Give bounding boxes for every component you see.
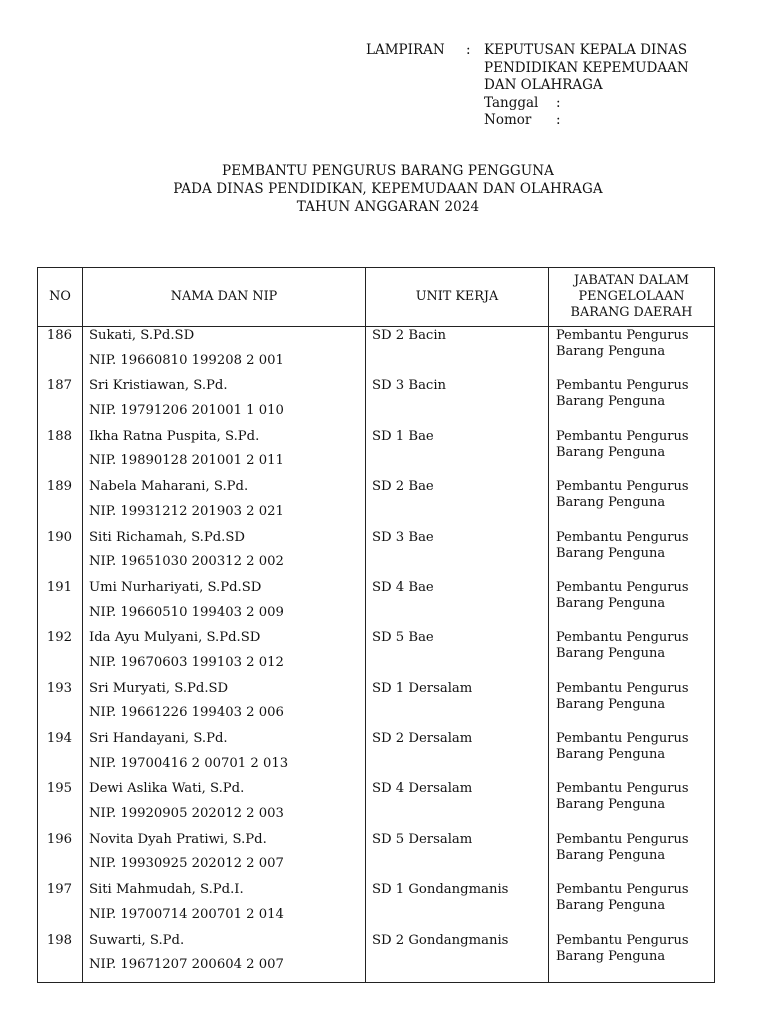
row-jabatan-line-2: Barang Penguna: [556, 898, 666, 914]
row-number: 186: [38, 327, 83, 378]
row-nip: NIP. 19931212 201903 2 021: [89, 503, 284, 519]
row-nama: Novita Dyah Pratiwi, S.Pd.: [89, 831, 267, 847]
table-row: [38, 377, 715, 427]
row-nama-nip: [83, 579, 366, 629]
table-row: [38, 428, 715, 478]
row-nama: Ida Ayu Mulyani, S.Pd.SD: [89, 630, 261, 646]
row-nama-nip: [83, 327, 366, 378]
row-nama-nip: [83, 478, 366, 528]
row-jabatan-line-2: Barang Penguna: [556, 847, 666, 863]
row-jabatan-line-1: Pembantu Pengurus: [556, 428, 689, 444]
row-jabatan: [549, 932, 715, 983]
row-nip: NIP. 19660810 199208 2 001: [89, 352, 284, 368]
row-jabatan-line-1: Pembantu Pengurus: [556, 378, 689, 394]
row-nama-nip: [83, 680, 366, 730]
row-unit: SD 2 Gondangmanis: [366, 932, 549, 983]
row-nama: Siti Mahmudah, S.Pd.I.: [89, 882, 244, 898]
table-row: [38, 680, 715, 730]
row-nip: NIP. 19661226 199403 2 006: [89, 705, 284, 721]
nomor-row: [366, 112, 746, 130]
row-number: 191: [38, 579, 83, 629]
row-jabatan-line-1: Pembantu Pengurus: [556, 882, 689, 898]
row-number: 190: [38, 529, 83, 579]
row-jabatan-line-1: Pembantu Pengurus: [556, 630, 689, 646]
row-number: 194: [38, 730, 83, 780]
keputusan-line-1: KEPUTUSAN KEPALA DINAS: [484, 42, 688, 58]
row-jabatan-line-1: Pembantu Pengurus: [556, 781, 689, 797]
jabatan-header-line-3: BARANG DAERAH: [570, 305, 693, 320]
tanggal-label: Tanggal: [484, 94, 539, 111]
row-unit: SD 3 Bae: [366, 529, 549, 579]
tanggal-value: :: [556, 94, 561, 111]
row-unit: SD 5 Bae: [366, 629, 549, 679]
table-row: [38, 932, 715, 983]
row-jabatan-line-1: Pembantu Pengurus: [556, 932, 689, 948]
row-unit: SD 4 Dersalam: [366, 780, 549, 830]
row-nip: NIP. 19670603 199103 2 012: [89, 654, 284, 670]
row-unit: SD 1 Bae: [366, 428, 549, 478]
row-nama: Siti Richamah, S.Pd.SD: [89, 529, 245, 545]
row-jabatan: [549, 780, 715, 830]
table-row: [38, 629, 715, 679]
title-line-3: TAHUN ANGGARAN 2024: [296, 199, 480, 215]
column-header-no: NO: [38, 268, 83, 327]
row-nama: Sri Muryati, S.Pd.SD: [89, 680, 229, 696]
row-nama-nip: [83, 629, 366, 679]
row-number: 187: [38, 377, 83, 427]
row-nip: NIP. 19700416 2 00701 2 013: [89, 755, 289, 771]
row-nama: Sukati, S.Pd.SD: [89, 328, 195, 343]
row-number: 197: [38, 881, 83, 931]
row-unit: SD 3 Bacin: [366, 377, 549, 427]
row-jabatan-line-1: Pembantu Pengurus: [556, 731, 689, 746]
table-row: [38, 730, 715, 780]
table-header-row: [38, 268, 715, 327]
row-nip: NIP. 19890128 201001 2 011: [89, 453, 284, 469]
row-jabatan-line-2: Barang Penguna: [556, 495, 666, 511]
row-jabatan: [549, 680, 715, 730]
row-nama-nip: [83, 377, 366, 427]
row-jabatan-line-2: Barang Penguna: [556, 797, 666, 813]
row-nama-nip: [83, 529, 366, 579]
row-jabatan-line-2: Barang Penguna: [556, 948, 666, 964]
table-row: [38, 529, 715, 579]
row-unit: SD 1 Dersalam: [366, 680, 549, 730]
row-jabatan: [549, 428, 715, 478]
row-jabatan: [549, 579, 715, 629]
table-row: [38, 478, 715, 528]
row-nip: NIP. 19920905 202012 2 003: [89, 806, 284, 822]
personnel-table: [37, 267, 715, 983]
table-row: [38, 780, 715, 830]
row-number: 195: [38, 780, 83, 830]
row-number: 198: [38, 932, 83, 983]
keputusan-line-3: DAN OLAHRAGA: [484, 77, 603, 93]
table-row: [38, 881, 715, 931]
row-jabatan: [549, 529, 715, 579]
row-nama-nip: [83, 428, 366, 478]
row-jabatan: [549, 730, 715, 780]
row-unit: SD 2 Dersalam: [366, 730, 549, 780]
row-nip: NIP. 19651030 200312 2 002: [89, 554, 284, 570]
row-nama-nip: [83, 780, 366, 830]
document-title: [0, 162, 768, 216]
row-jabatan: [549, 831, 715, 881]
nomor-label: Nomor: [484, 112, 532, 128]
title-line-1: PEMBANTU PENGURUS BARANG PENGGUNA: [222, 163, 554, 179]
lampiran-colon: :: [466, 42, 471, 58]
row-number: 196: [38, 831, 83, 881]
row-jabatan-line-1: Pembantu Pengurus: [556, 328, 689, 343]
jabatan-header-line-1: JABATAN DALAM: [573, 273, 689, 288]
row-unit: SD 2 Bacin: [366, 327, 549, 378]
column-header-jabatan: [549, 268, 715, 327]
row-jabatan-line-1: Pembantu Pengurus: [556, 579, 689, 595]
row-jabatan-line-2: Barang Penguna: [556, 595, 666, 611]
nomor-value: :: [556, 112, 561, 128]
table-row: [38, 327, 715, 378]
row-nama-nip: [83, 881, 366, 931]
title-line-2: PADA DINAS PENDIDIKAN, KEPEMUDAAN DAN OLAHRAGA: [173, 181, 603, 197]
row-jabatan: [549, 377, 715, 427]
row-jabatan-line-2: Barang Penguna: [556, 444, 666, 460]
row-number: 193: [38, 680, 83, 730]
row-jabatan-line-1: Pembantu Pengurus: [556, 479, 689, 495]
row-nama: Umi Nurhariyati, S.Pd.SD: [89, 579, 262, 595]
row-unit: SD 4 Bae: [366, 579, 549, 629]
row-jabatan-line-2: Barang Penguna: [556, 696, 666, 712]
row-nip: NIP. 19930925 202012 2 007: [89, 856, 284, 872]
row-jabatan: [549, 478, 715, 528]
row-jabatan: [549, 881, 715, 931]
row-number: 192: [38, 629, 83, 679]
row-unit: SD 2 Bae: [366, 478, 549, 528]
lampiran-row: [366, 42, 746, 95]
column-header-nama: NAMA DAN NIP: [83, 268, 366, 327]
row-jabatan-line-1: Pembantu Pengurus: [556, 680, 689, 696]
row-nama: Sri Kristiawan, S.Pd.: [89, 378, 228, 394]
table-row: [38, 579, 715, 629]
table-row: [38, 831, 715, 881]
row-nama: Ikha Ratna Puspita, S.Pd.: [89, 428, 260, 444]
row-nip: NIP. 19660510 199403 2 009: [89, 604, 284, 620]
row-unit: SD 5 Dersalam: [366, 831, 549, 881]
row-nip: NIP. 19791206 201001 1 010: [89, 403, 284, 419]
row-nama: Suwarti, S.Pd.: [89, 932, 185, 948]
lampiran-label: LAMPIRAN: [366, 42, 445, 58]
lampiran-keputusan: [484, 42, 746, 95]
row-nama: Sri Handayani, S.Pd.: [89, 731, 228, 746]
row-nama: Dewi Aslika Wati, S.Pd.: [89, 781, 245, 797]
row-jabatan-line-2: Barang Penguna: [556, 747, 666, 762]
tanggal-row: [366, 95, 746, 113]
lampiran-header: [366, 42, 746, 130]
row-jabatan-line-1: Pembantu Pengurus: [556, 831, 689, 847]
row-nama: Nabela Maharani, S.Pd.: [89, 479, 249, 495]
row-jabatan-line-2: Barang Penguna: [556, 394, 666, 410]
keputusan-line-2: PENDIDIKAN KEPEMUDAAN: [484, 59, 689, 76]
row-jabatan-line-2: Barang Penguna: [556, 646, 666, 662]
row-jabatan-line-1: Pembantu Pengurus: [556, 529, 689, 545]
row-unit: SD 1 Gondangmanis: [366, 881, 549, 931]
row-jabatan-line-2: Barang Penguna: [556, 545, 666, 561]
row-nip: NIP. 19700714 200701 2 014: [89, 906, 284, 922]
row-jabatan: [549, 327, 715, 378]
row-nama-nip: [83, 932, 366, 983]
row-jabatan-line-2: Barang Penguna: [556, 344, 666, 359]
column-header-unit: UNIT KERJA: [366, 268, 549, 327]
row-nama-nip: [83, 831, 366, 881]
row-nip: NIP. 19671207 200604 2 007: [89, 957, 284, 973]
row-jabatan: [549, 629, 715, 679]
row-nama-nip: [83, 730, 366, 780]
row-number: 189: [38, 478, 83, 528]
row-number: 188: [38, 428, 83, 478]
jabatan-header-line-2: PENGELOLAAN: [578, 289, 685, 304]
